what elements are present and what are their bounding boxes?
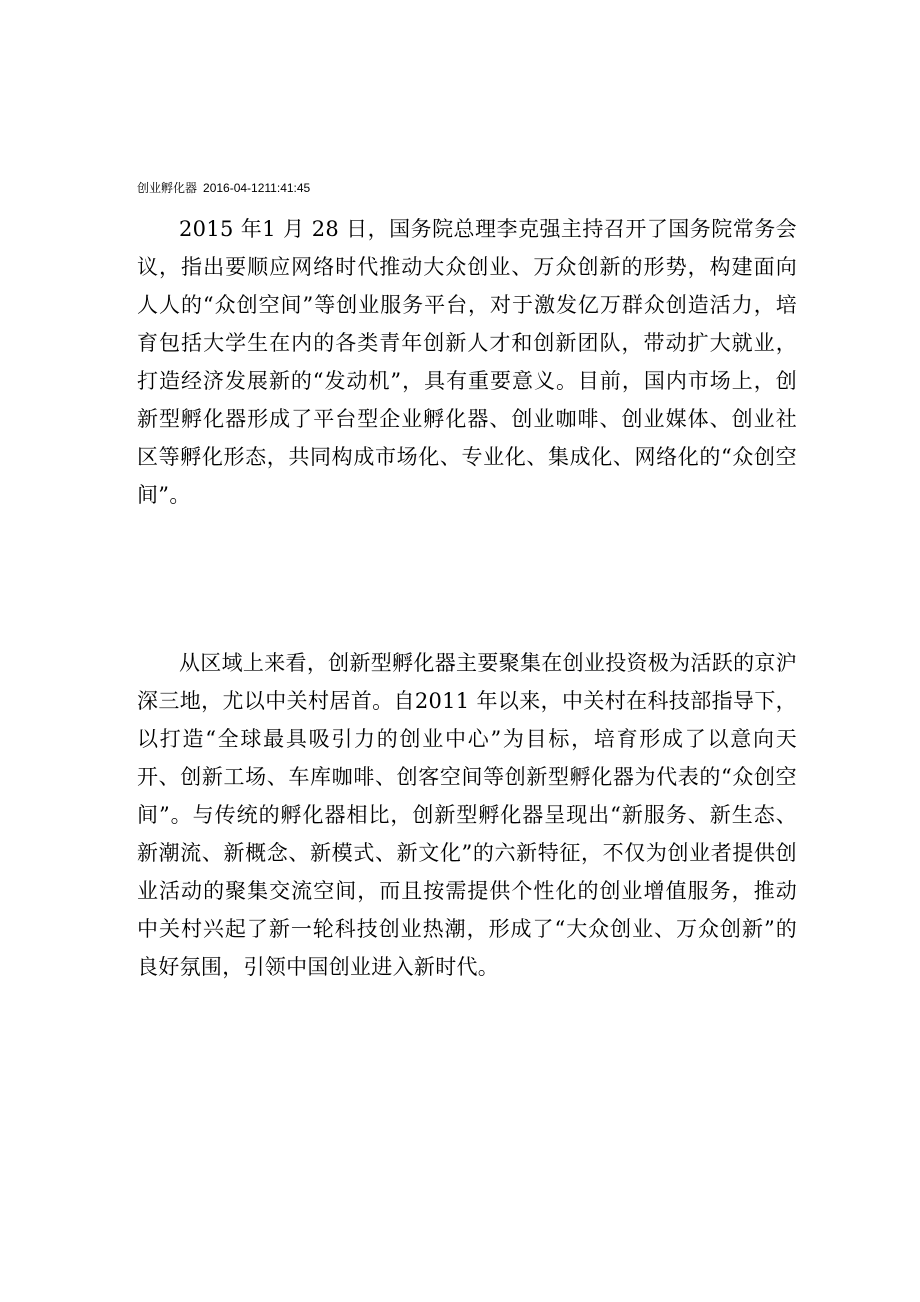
category-label: 创业孵化器 bbox=[137, 181, 198, 195]
paragraph-2: 从区域上来看，创新型孵化器主要聚集在创业投资极为活跃的京沪深三地，尤以中关村居首。自2011 年以来，中关村在科技部指导下，以打造“全球最具吸引力的创业中心”为目标，培育形成了以意向天开、创新工场、车库咖啡、创客空间等创新型孵化器为代表的“众创空间”。与传统的孵化器相比，创新型孵化器呈现出“新服务、新生态、新潮流、新概念、新模式、新文化”的六新特征，不仅为创业者提供创业活动的聚集交流空间，而且按需提供个性化的创业增值服务，推动中关村兴起了新一轮科技创业热潮，形成了“大众创业、万众创新”的良好氛围，引领中国创业进入新时代。 bbox=[137, 651, 797, 979]
timestamp: 2016-04-1211:41:45 bbox=[203, 181, 311, 195]
paragraph-1: 2015 年1 月 28 日，国务院总理李克强主持召开了国务院常务会议，指出要顺应网络时代推动大众创业、万众创新的形势，构建面向人人的“众创空间”等创业服务平台，对于激发亿万群众创造活力，培育包括大学生在内的各类青年创新人才和创新团队，带动扩大就业，打造经济发展新的“发动机”，具有重要意义。目前，国内市场上，创新型孵化器形成了平台型企业孵化器、创业咖啡、创业媒体、创业社区等孵化形态，共同构成市场化、专业化、集成化、网络化的“众创空间”。 bbox=[137, 217, 797, 507]
article-meta bbox=[137, 180, 310, 196]
